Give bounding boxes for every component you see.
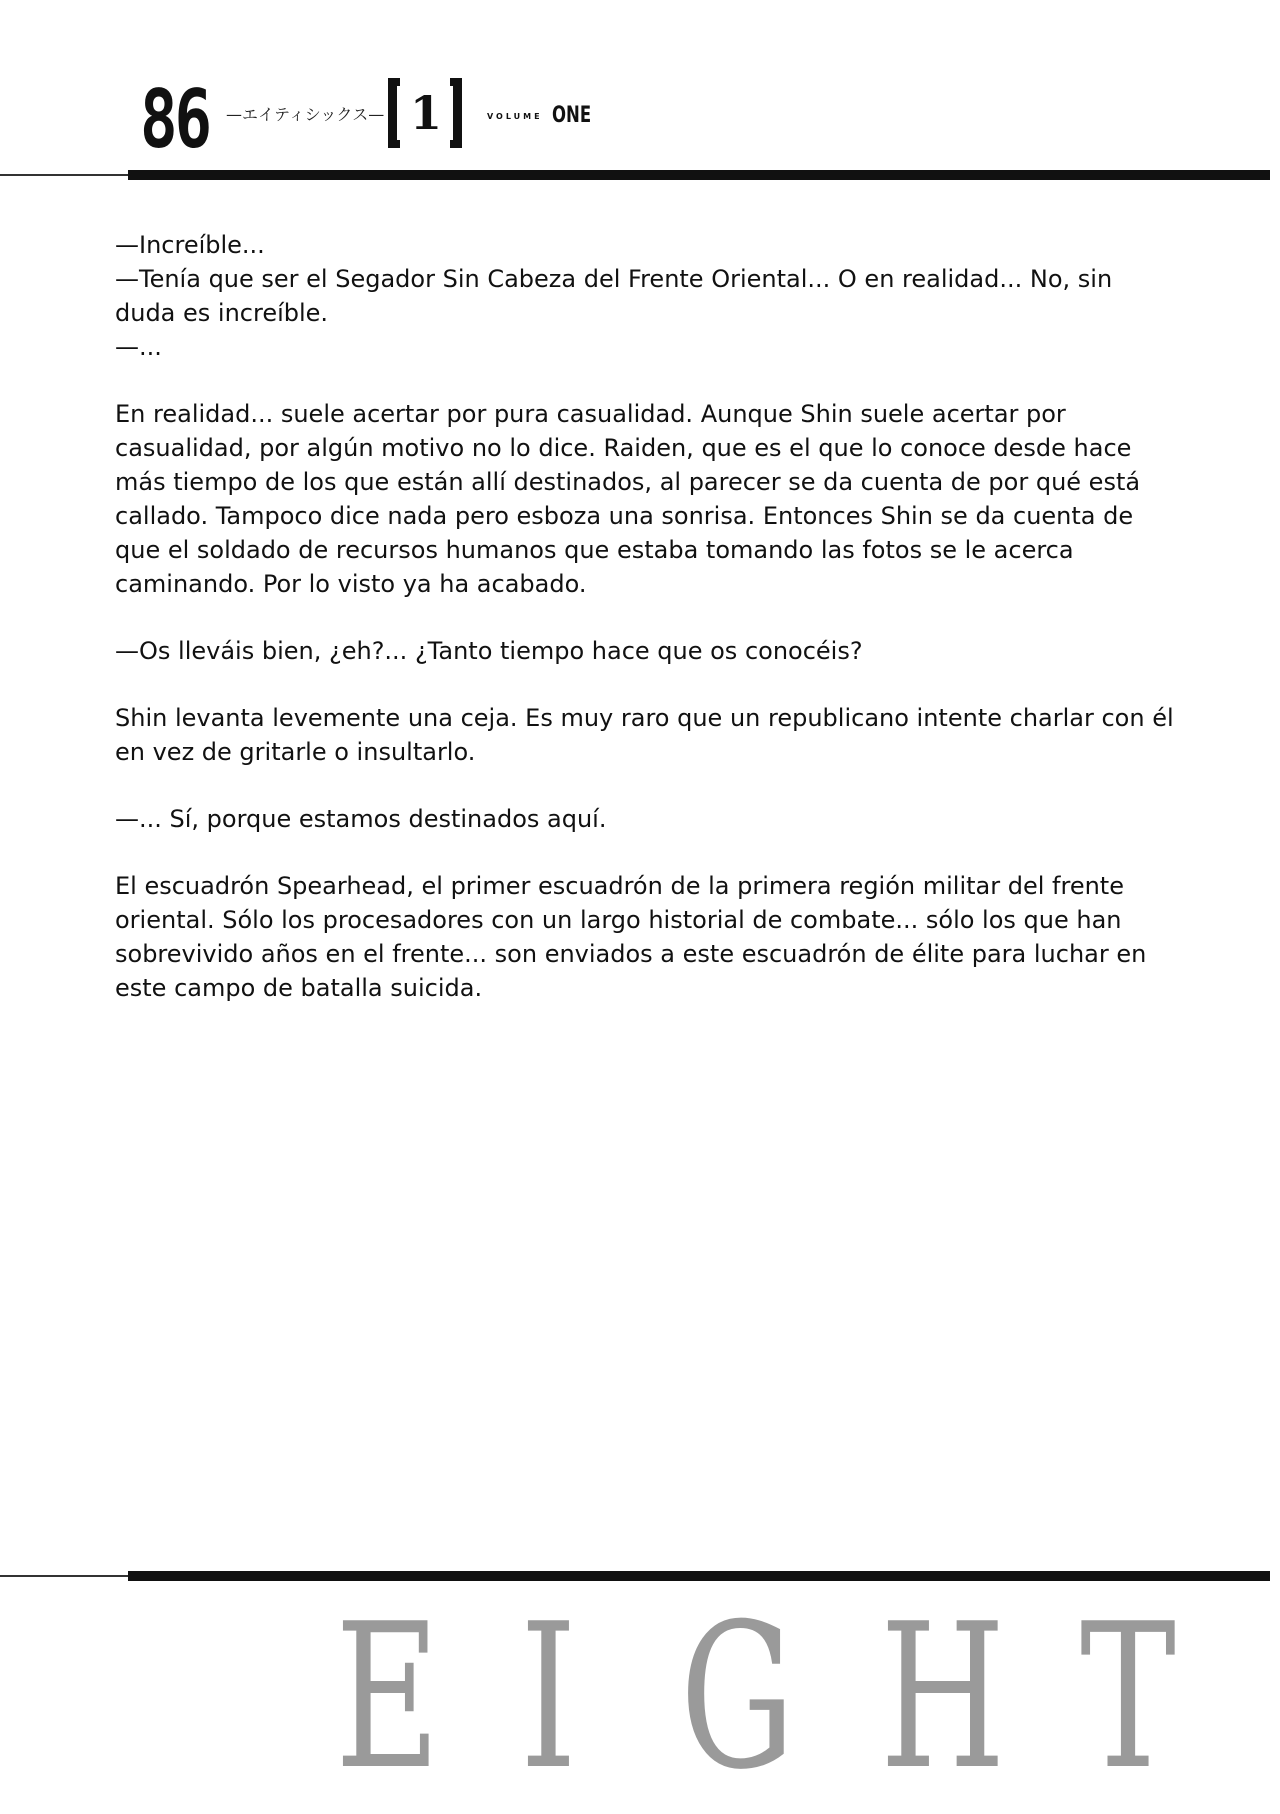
paragraph-narration-3: El escuadrón Spearhead, el primer escuadrón de la primera región militar del frente oriental. Sólo los procesadores con un largo historial de combate... sólo los que han sobrevivido años en el frente... son enviados a este escuadrón de élite para luchar en este campo de batalla suicida. — [115, 872, 1147, 1002]
footer-letter: I — [520, 1581, 577, 1814]
series-subtitle: —エイティシックス— — [226, 105, 385, 124]
footer-rule-thin — [0, 1575, 130, 1577]
footer-letter: T — [1080, 1581, 1177, 1814]
footer-letter: H — [880, 1581, 1006, 1814]
volume-word: ONE — [552, 103, 592, 128]
footer-rule-thick — [128, 1571, 1270, 1581]
volume-bracket-right — [450, 78, 462, 148]
paragraph-narration-1: En realidad... suele acertar por pura casualidad. Aunque Shin suele acertar por casualidad, por algún motivo no lo dice. Raiden, que es el que lo conoce desde hace más tiempo de los que están allí destinados, al parecer se da cuenta de por qué está callado. Tampoco dice nada pero esboza una sonrisa. Entonces Shin se da cuenta de que el soldado de recursos humanos que estaba tomando las fotos se le acerca caminando. Por lo visto ya ha acabado. — [115, 400, 1141, 598]
volume-number: 1 — [409, 86, 442, 140]
paragraph-dialogue-2: —Os lleváis bien, ¿eh?... ¿Tanto tiempo hace que os conocéis? — [115, 637, 863, 665]
paragraph-dialogue-3: —... Sí, porque estamos destinados aquí. — [115, 805, 607, 833]
volume-label: VOLUME — [487, 112, 543, 121]
paragraph-dialogue-1: —Increíble... —Tenía que ser el Segador Sin Cabeza del Frente Oriental... O en realidad... No, sin duda es increíble. —... — [115, 231, 1113, 361]
footer-letter: E — [335, 1581, 441, 1814]
series-number: 86 — [140, 73, 209, 166]
footer-eight-wordmark — [0, 1581, 1280, 1814]
volume-bracket-left — [388, 78, 400, 148]
header-rule-thick — [128, 170, 1270, 180]
page-header — [0, 0, 1280, 190]
header-rule-thin — [0, 174, 130, 176]
footer-letter: G — [680, 1581, 796, 1814]
page-body — [115, 228, 1175, 1005]
paragraph-narration-2: Shin levanta levemente una ceja. Es muy raro que un republicano intente charlar con él en vez de gritarle o insultarlo. — [115, 704, 1174, 766]
